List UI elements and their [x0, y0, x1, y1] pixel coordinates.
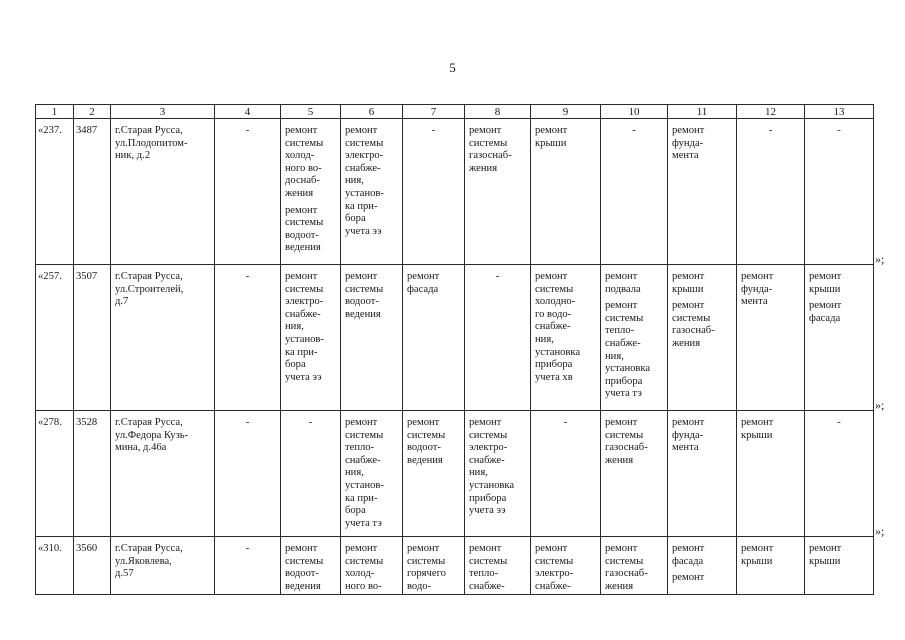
cell-text: г.Старая Русса, ул.Федора Кузь- мина, д.46а: [115, 417, 189, 454]
cell-text: ремонт фунда- мента: [672, 125, 705, 162]
cell-text: ремонт системы холод- ного во-: [345, 543, 384, 592]
address-cell: [111, 411, 215, 537]
cell-text: ремонт подвала: [605, 271, 641, 295]
cell-text: г.Старая Русса, ул.Строителей, д.7: [115, 271, 184, 308]
column-number: 2: [74, 105, 111, 119]
work-cell: [341, 119, 403, 265]
table-row: [36, 411, 874, 537]
work-cell: [737, 537, 805, 595]
work-cell: [601, 537, 668, 595]
cell-text: ремонт крыши: [535, 125, 568, 149]
work-cell: [215, 265, 281, 411]
cell-text: «278.: [38, 417, 62, 428]
page-number: 5: [449, 60, 456, 75]
cell-text: ремонт системы водоот- ведения: [285, 543, 324, 592]
cell-text: -: [431, 125, 436, 136]
work-cell: [465, 119, 531, 265]
column-number: 10: [601, 105, 668, 119]
cell-text: ремонт системы электро- снабже- ния, установка прибора учета ээ: [469, 417, 515, 517]
cell-text: ремонт системы холод- ного во- доснаб- жения: [285, 125, 324, 199]
cell-text: ремонт крыши: [741, 543, 774, 567]
work-cell: [737, 119, 805, 265]
work-cell: [531, 537, 601, 595]
work-cell: [281, 119, 341, 265]
column-number: 6: [341, 105, 403, 119]
table-row: [36, 119, 874, 265]
cell-text: -: [245, 543, 250, 554]
work-cell: [281, 411, 341, 537]
cell-text: ремонт фунда- мента: [672, 417, 705, 454]
building-code-cell: [74, 411, 111, 537]
work-cell: [403, 411, 465, 537]
column-number: 5: [281, 105, 341, 119]
cell-text: г.Старая Русса, ул.Плодопитом- ник, д.2: [115, 125, 188, 162]
work-cell: [281, 537, 341, 595]
work-cell: [805, 119, 874, 265]
column-number: 3: [111, 105, 215, 119]
cell-text: ремонт фасада: [809, 300, 842, 324]
cell-text: 3487: [76, 125, 98, 136]
cell-text: ремонт фунда- мента: [741, 271, 774, 308]
column-number: 9: [531, 105, 601, 119]
work-cell: [281, 265, 341, 411]
row-closing-quote: »;: [875, 252, 885, 266]
cell-text: 3528: [76, 417, 98, 428]
work-cell: [668, 265, 737, 411]
work-cell: [341, 265, 403, 411]
work-cell: [805, 265, 874, 411]
cell-text: 3507: [76, 271, 98, 282]
cell-text: ремонт системы холодно- го водо- снабже- ния, установка прибора учета хв: [535, 271, 581, 383]
cell-text: -: [632, 125, 636, 136]
cell-text: ремонт крыши: [809, 543, 842, 567]
building-code-cell: [74, 265, 111, 411]
work-cell: [668, 537, 737, 595]
work-cell: [403, 537, 465, 595]
work-cell: [601, 119, 668, 265]
cell-text: ремонт системы газоснаб- жения: [672, 300, 715, 349]
cell-text: -: [563, 417, 568, 428]
cell-text: ремонт системы водоот- ведения: [285, 204, 324, 254]
cell-text: -: [837, 125, 841, 136]
work-cell: [805, 537, 874, 595]
work-cell: [668, 119, 737, 265]
work-cell: [465, 265, 531, 411]
cell-text: ремонт системы газоснаб- жения: [605, 417, 648, 466]
work-cell: [531, 119, 601, 265]
cell-text: ремонт системы водоот- ведения: [345, 271, 384, 320]
cell-text: ремонт системы тепло- снабже- ния, установ- ка при- бора учета тэ: [345, 417, 384, 529]
row-number-cell: [36, 265, 74, 411]
work-cell: [465, 411, 531, 537]
cell-text: ремонт системы электро- снабже- ния, установ- ка при- бора учета ээ: [285, 271, 324, 383]
cell-text: ремонт: [672, 572, 705, 584]
work-cell: [668, 411, 737, 537]
address-cell: [111, 537, 215, 595]
building-code-cell: [74, 537, 111, 595]
cell-text: ремонт системы тепло- снабже-: [469, 543, 508, 592]
work-cell: [341, 411, 403, 537]
cell-text: ремонт системы электро- снабже-: [535, 543, 574, 592]
cell-text: ремонт системы водоот- ведения: [407, 417, 446, 466]
cell-text: «257.: [38, 271, 62, 282]
work-cell: [403, 119, 465, 265]
cell-text: «237.: [38, 125, 62, 136]
cell-text: -: [245, 271, 250, 282]
cell-text: -: [308, 417, 313, 428]
cell-text: ремонт фасада: [672, 543, 705, 567]
cell-text: ремонт системы газоснаб- жения: [605, 543, 648, 592]
work-cell: [601, 265, 668, 411]
cell-text: «310.: [38, 543, 62, 554]
column-number: 8: [465, 105, 531, 119]
cell-text: ремонт фасада: [407, 271, 440, 295]
cell-text: ремонт системы горячего водо-: [407, 543, 446, 592]
cell-text: ремонт крыши: [809, 271, 842, 295]
cell-text: ремонт системы электро- снабже- ния, установ- ка при- бора учета ээ: [345, 125, 384, 237]
work-cell: [215, 537, 281, 595]
work-cell: [341, 537, 403, 595]
row-number-cell: [36, 411, 74, 537]
address-cell: [111, 119, 215, 265]
cell-text: ремонт системы тепло- снабже- ния, установка прибора учета тэ: [605, 300, 651, 400]
work-cell: [215, 411, 281, 537]
cell-text: г.Старая Русса, ул.Яковлева, д.57: [115, 543, 183, 580]
work-cell: [601, 411, 668, 537]
work-cell: [737, 411, 805, 537]
column-number: 11: [668, 105, 737, 119]
cell-text: -: [245, 125, 250, 136]
cell-text: -: [495, 271, 500, 282]
cell-text: ремонт крыши: [672, 271, 705, 295]
column-number: 1: [36, 105, 74, 119]
work-cell: [531, 411, 601, 537]
cell-text: -: [837, 417, 841, 428]
work-cell: [737, 265, 805, 411]
work-cell: [805, 411, 874, 537]
row-closing-quote: »;: [875, 524, 885, 538]
work-cell: [215, 119, 281, 265]
column-number: 7: [403, 105, 465, 119]
column-number: 13: [805, 105, 874, 119]
row-number-cell: [36, 537, 74, 595]
table-row: [36, 265, 874, 411]
cell-text: ремонт системы газоснаб- жения: [469, 125, 512, 174]
column-number: 4: [215, 105, 281, 119]
cell-text: -: [768, 125, 773, 136]
row-closing-quote: »;: [875, 398, 885, 412]
work-cell: [403, 265, 465, 411]
work-cell: [465, 537, 531, 595]
table-row: [36, 537, 874, 595]
row-number-cell: [36, 119, 74, 265]
repair-schedule-table: [35, 104, 874, 595]
cell-text: -: [245, 417, 250, 428]
work-cell: [531, 265, 601, 411]
column-number: 12: [737, 105, 805, 119]
cell-text: 3560: [76, 543, 98, 554]
header-row: [36, 105, 874, 119]
address-cell: [111, 265, 215, 411]
building-code-cell: [74, 119, 111, 265]
cell-text: ремонт крыши: [741, 417, 774, 441]
